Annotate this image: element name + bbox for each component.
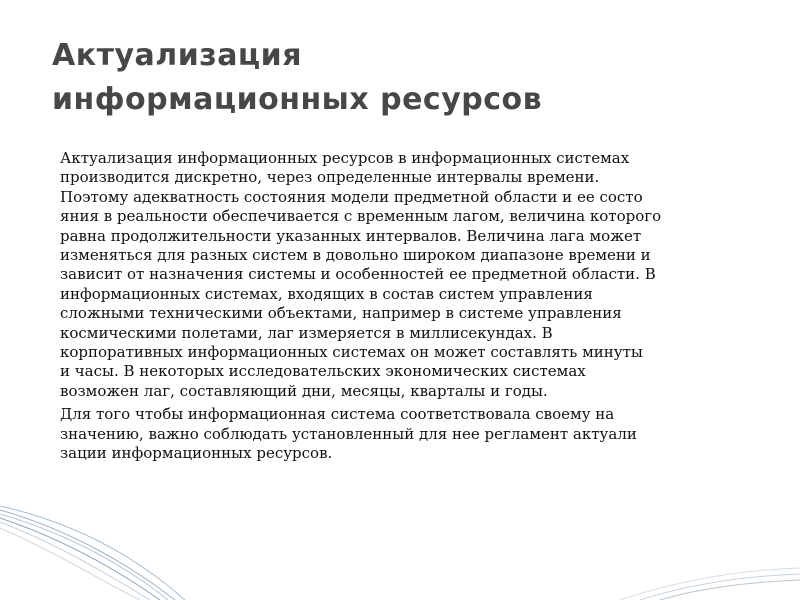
decorative-wave-lines: [0, 480, 800, 600]
text-line: яния в реальности обеспечивается с временным лагом, величина которого: [60, 207, 662, 226]
slide-title-line-2: информационных ресурсов: [52, 82, 543, 117]
text-line: космическими полетами, лаг измеряется в миллисекундах. В: [60, 323, 553, 342]
text-line: сложными техническими объектами, например в системе управления: [60, 304, 622, 323]
paragraph-2: [60, 405, 740, 463]
text-line: зависит от назначения системы и особенностей ее предметной области. В: [60, 265, 656, 284]
text-line: равна продолжительности указанных интервалов. Величина лага может: [60, 226, 642, 245]
slide-title: [52, 34, 752, 122]
slide-body-text: [60, 149, 740, 464]
text-line: зации информационных ресурсов.: [60, 444, 333, 463]
slide-title-line-1: Актуализация: [52, 38, 302, 73]
text-line: Для того чтобы информационная система соответствовала своему на: [60, 405, 615, 424]
text-line: Поэтому адекватность состояния модели предметной области и ее состо: [60, 187, 643, 206]
text-line: производится дискретно, через определенные интервалы времени.: [60, 168, 600, 187]
text-line: информационных системах, входящих в состав систем управления: [60, 284, 593, 303]
text-line: значению, важно соблюдать установленный для нее регламент актуали: [60, 424, 637, 443]
text-line: возможен лаг, составляющий дни, месяцы, кварталы и годы.: [60, 381, 548, 400]
paragraph-1: [60, 149, 740, 401]
text-line: корпоративных информационных системах он может составлять минуты: [60, 343, 643, 362]
text-line: изменяться для разных систем в довольно широком диапазоне времени и: [60, 246, 651, 265]
text-line: Актуализация информационных ресурсов в информационных системах: [60, 149, 630, 167]
text-line: и часы. В некоторых исследовательских экономических системах: [60, 362, 586, 381]
